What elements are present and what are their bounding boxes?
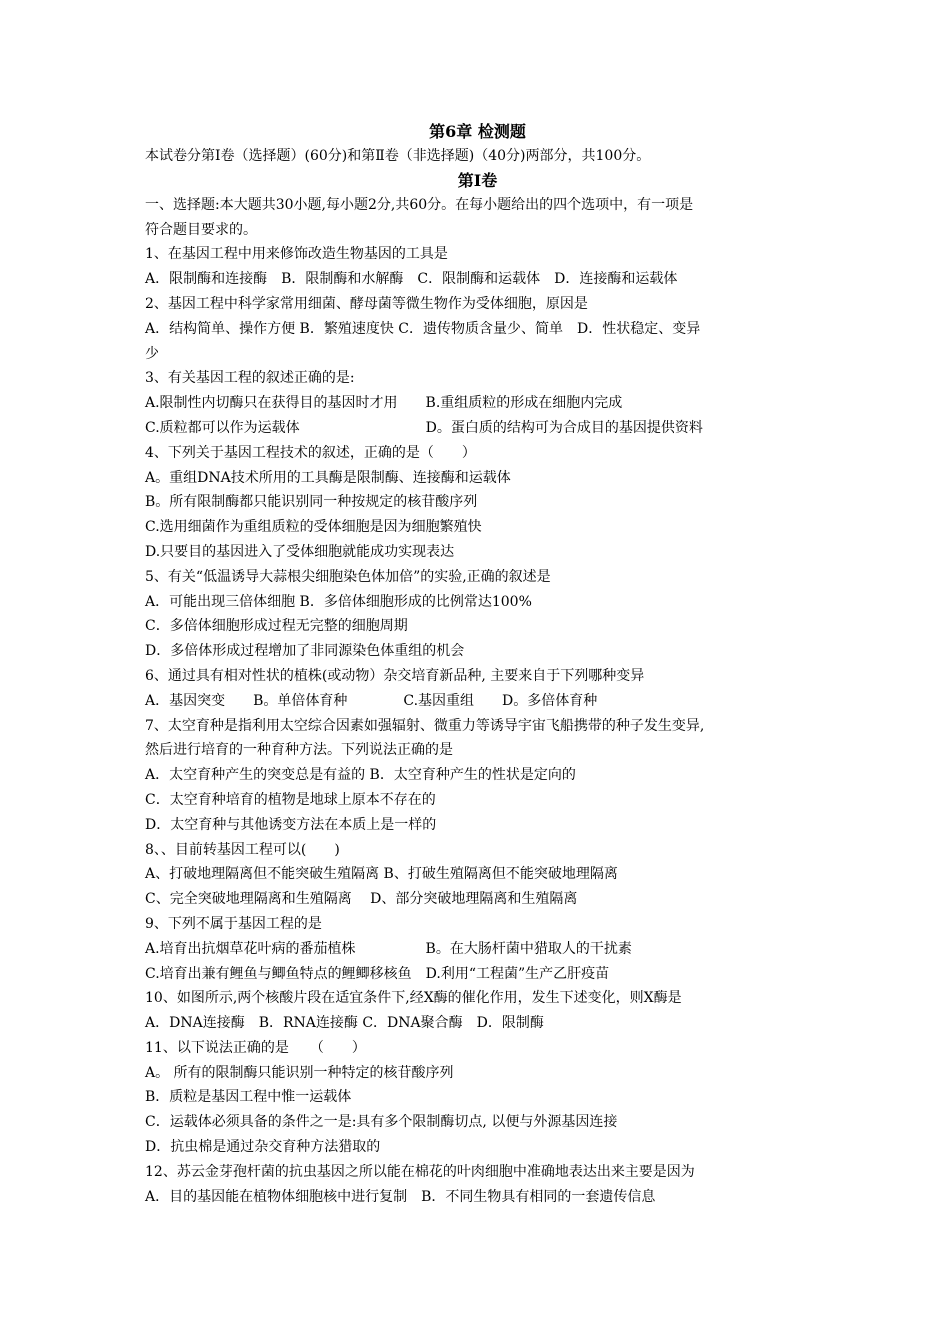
q1-stem: 1、在基因工程中用来修饰改造生物基因的工具是 <box>145 246 448 263</box>
q8-options-ab: A、打破地理隔离但不能突破生殖隔离 B、打破生殖隔离但不能突破地理隔离 <box>145 866 618 883</box>
q2-stem: 2、基因工程中科学家常用细菌、酵母菌等微生物作为受体细胞，原因是 <box>145 295 588 312</box>
q6-options: A．基因突变 B。单倍体育种 C.基因重组 D。多倍体育种 <box>145 692 598 709</box>
q5-options-ab: A．可能出现三倍体细胞 B．多倍体细胞形成的比例常达100% <box>145 593 532 610</box>
q5-option-c: C．多倍体细胞形成过程无完整的细胞周期 <box>145 618 408 635</box>
q2-options-cont: 少 <box>145 345 159 362</box>
q3-options-ab: A.限制性内切酶只在获得目的基因时才用 B.重组质粒的形成在细胞内完成 <box>145 395 623 412</box>
q10-stem: 10、如图所示,两个核酸片段在适宜条件下,经X酶的催化作用，发生下述变化，则X酶是 <box>145 990 682 1007</box>
q7-stem: 7、太空育种是指利用太空综合因素如强辐射、微重力等诱导宇宙飞船携带的种子发生变异, <box>145 717 705 734</box>
q9-options-ab: A.培育出抗烟草花叶病的番茄植株 B。在大肠杆菌中猎取人的干扰素 <box>145 940 632 957</box>
intro-text: 本试卷分第Ⅰ卷（选择题）(60分)和第Ⅱ卷（非选择题)（40分)两部分，共100分。 <box>145 148 651 164</box>
q7-option-d: D．太空育种与其他诱变方法在本质上是一样的 <box>145 816 437 833</box>
instruction-line-2: 符合题目要求的。 <box>145 221 257 238</box>
q1-options: A．限制酶和连接酶 B．限制酶和水解酶 C．限制酶和运载体 D．连接酶和运载体 <box>145 271 678 288</box>
instruction-line-1: 一、选择题:本大题共30小题,每小题2分,共60分。在每小题给出的四个选项中，有一项是 <box>145 196 694 213</box>
q11-option-b: B．质粒是基因工程中惟一运载体 <box>145 1089 352 1106</box>
doc-title: 第6章 检测题 <box>429 122 526 141</box>
q9-stem: 9、下列不属于基因工程的是 <box>145 915 322 932</box>
q3-stem: 3、有关基因工程的叙述正确的是: <box>145 370 355 387</box>
q7-options-ab: A．太空育种产生的突变总是有益的 B．太空育种产生的性状是定向的 <box>145 767 576 784</box>
q12-options-ab: A．目的基因能在植物体细胞核中进行复制 B．不同生物具有相同的一套遗传信息 <box>145 1188 656 1205</box>
q11-stem: 11、以下说法正确的是 （ ） <box>145 1039 366 1056</box>
q3-options-cd: C.质粒都可以作为运载体 D。蛋白质的结构可为合成目的基因提供资料 <box>145 419 703 436</box>
q7-option-c: C．太空育种培育的植物是地球上原本不存在的 <box>145 791 436 808</box>
document-page <box>145 120 810 1209</box>
q4-option-d: D.只要目的基因进入了受体细胞就能成功实现表达 <box>145 543 455 560</box>
q7-stem-cont: 然后进行培育的一种育种方法。下列说法正确的是 <box>145 742 453 759</box>
q4-stem: 4、下列关于基因工程技术的叙述，正确的是（ ） <box>145 444 476 461</box>
q6-stem: 6、通过具有相对性状的植株(或动物）杂交培育新品种, 主要来自于下列哪种变异 <box>145 667 645 684</box>
q5-option-d: D．多倍体形成过程增加了非同源染色体重组的机会 <box>145 643 465 660</box>
q5-stem: 5、有关“低温诱导大蒜根尖细胞染色体加倍”的实验,正确的叙述是 <box>145 568 551 585</box>
q11-option-d: D．抗虫棉是通过杂交育种方法猎取的 <box>145 1139 381 1156</box>
q4-option-c: C.选用细菌作为重组质粒的受体细胞是因为细胞繁殖快 <box>145 519 482 536</box>
q4-option-b: B。所有限制酶都只能识别同一种按规定的核苷酸序列 <box>145 494 478 511</box>
section-heading: 第Ⅰ卷 <box>457 170 498 190</box>
q8-options-cd: C、完全突破地理隔离和生殖隔离 D、部分突破地理隔离和生殖隔离 <box>145 891 578 908</box>
q8-stem: 8、、目前转基因工程可以( ) <box>145 841 340 858</box>
q4-option-a: A。重组DNA技术所用的工具酶是限制酶、连接酶和运载体 <box>145 469 511 486</box>
q10-options: A．DNA连接酶 B．RNA连接酶 C．DNA聚合酶 D．限制酶 <box>145 1015 544 1032</box>
q11-option-a: A。 所有的限制酶只能识别一种特定的核苷酸序列 <box>145 1064 454 1081</box>
q11-option-c: C．运载体必须具备的条件之一是:具有多个限制酶切点, 以便与外源基因连接 <box>145 1114 618 1131</box>
q9-options-cd: C.培育出兼有鲤鱼与鲫鱼特点的鲤鲫移核鱼 D.利用“工程菌”生产乙肝疫苗 <box>145 965 610 982</box>
q12-stem: 12、苏云金芽孢杆菌的抗虫基因之所以能在棉花的叶肉细胞中准确地表达出来主要是因为 <box>145 1163 695 1180</box>
q2-options: A．结构简单、操作方便 B．繁殖速度快 C．遗传物质含量少、简单 D．性状稳定、变异 <box>145 320 701 337</box>
